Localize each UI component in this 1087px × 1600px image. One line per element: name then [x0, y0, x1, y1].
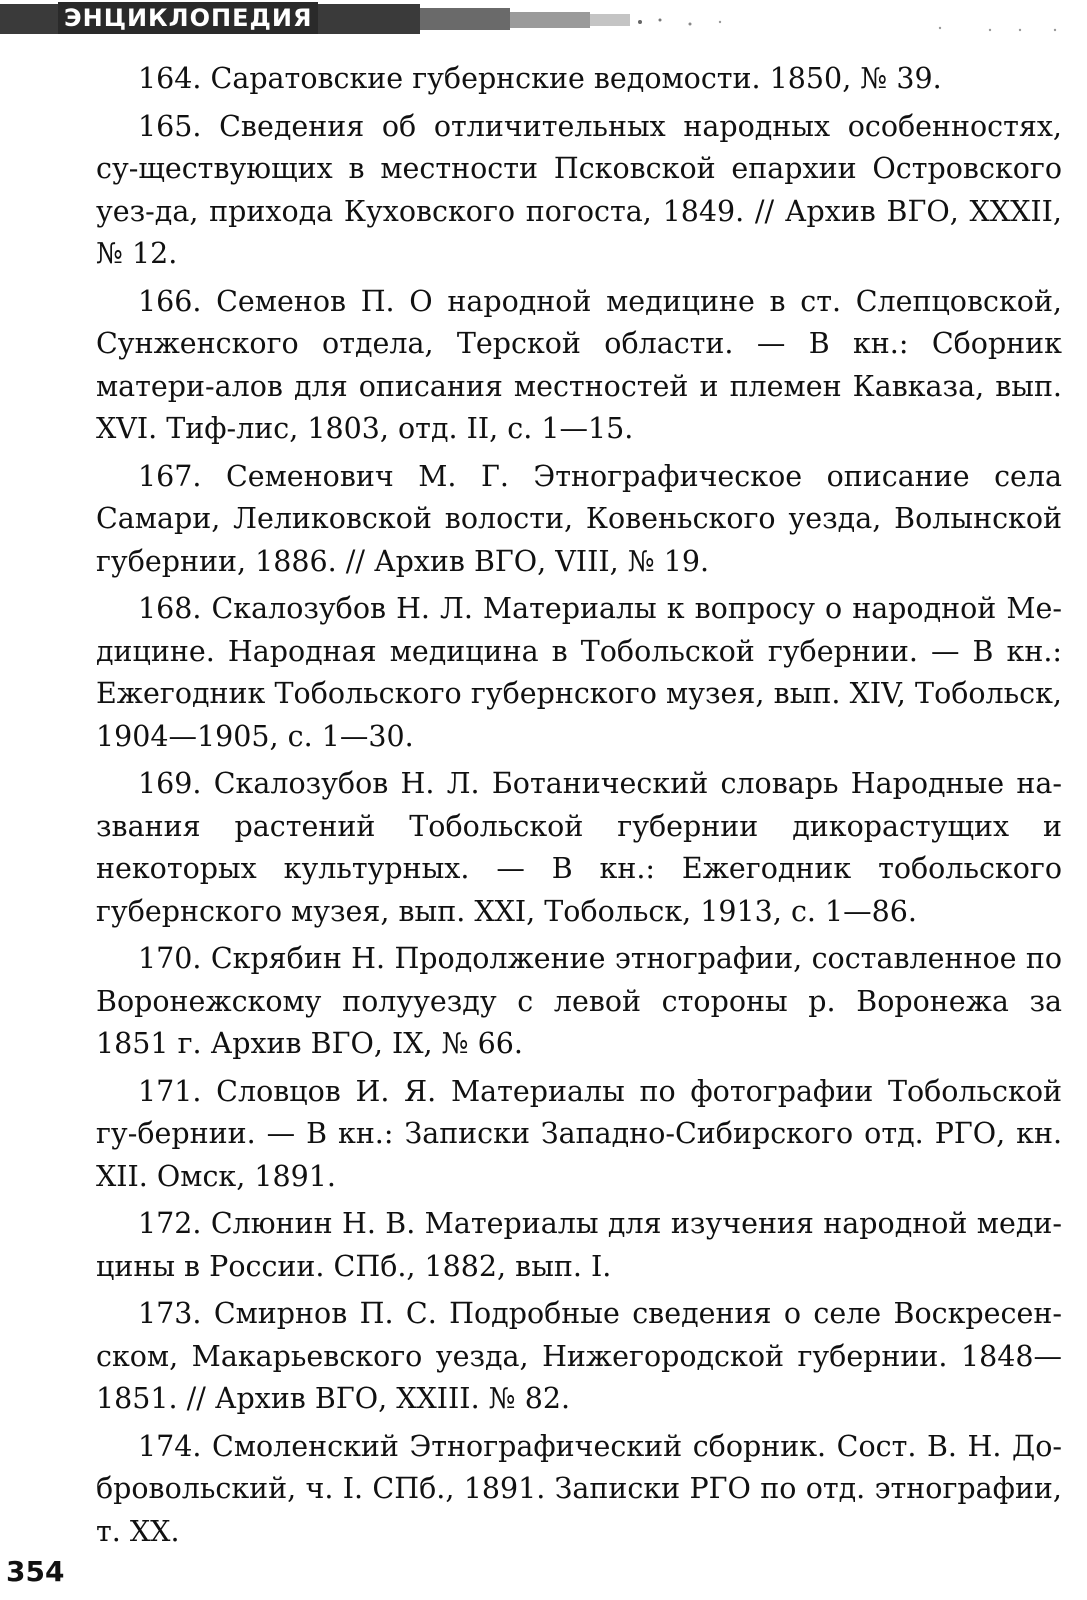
bibliography-entry-164: 164. Саратовские губернские ведомости. 1850, № 39. — [138, 62, 942, 95]
bibliography-list — [96, 58, 1062, 1558]
page-number: 354 — [6, 1555, 65, 1588]
header-logo: ЭНЦИКЛОПЕДИЯ — [58, 2, 318, 34]
bibliography-entry-165: 165. Сведения об отличительных народных особенностях, су-ществующих в местности Псковской епархии Островского уез-да, прихода Куховского погоста, 1849. // Архив ВГО, XXXII, № 12. — [96, 109, 1062, 270]
bibliography-entry-168: 168. Скалозубов Н. Л. Материалы к вопросу о народной Ме-дицине. Народная медицина в Тобольской губернии. — В кн.: Ежегодник Тобольского губернского музея, вып. XIV, Тобольск, 1904—1905, с. 1—30. — [96, 592, 1062, 753]
bibliography-entry-171: 171. Словцов И. Я. Материалы по фотографии Тобольской гу-бернии. — В кн.: Записки Западно-Сибирского отд. РГО, кн. XII. Омск, 1891. — [96, 1074, 1062, 1193]
bibliography-entry-172: 172. Слюнин Н. В. Материалы для изучения народной меди-цины в России. СПб., 1882, вып. I. — [96, 1207, 1062, 1283]
bibliography-entry-173: 173. Смирнов П. С. Подробные сведения о селе Воскресен-ском, Макарьевского уезда, Нижегородской губернии. 1848—1851. // Архив ВГО, XXIII. № 82. — [96, 1297, 1062, 1415]
bibliography-entry-174: 174. Смоленский Этнографический сборник. Сост. В. Н. До-бровольский, ч. I. СПб., 1891. Записки РГО по отд. этнографии, т. XX. — [96, 1429, 1062, 1548]
bibliography-entry-169: 169. Скалозубов Н. Л. Ботанический словарь Народные на-звания растений Тобольской губернии дикорастущих и некоторых культурных. — В кн.: Ежегодник тобольского губернского музея, вып. XXI, Тобольск, 1913, с. 1—86. — [96, 767, 1062, 928]
bibliography-entry-166: 166. Семенов П. О народной медицине в ст. Слепцовской, Сунженского отдела, Терской области. — В кн.: Сборник матери-алов для описания местностей и племен Кавказа, вып. XVI. Тиф-лис, 1803, отд. II, с. 1—15. — [96, 284, 1062, 445]
bibliography-entry-167: 167. Семенович М. Г. Этнографическое описание села Самари, Леликовской волости, Ковеньского уезда, Волынской губернии, 1886. // Архив ВГО, VIII, № 19. — [96, 459, 1062, 578]
bibliography-entry-170: 170. Скрябин Н. Продолжение этнографии, составленное по Воронежскому полууезду с левой стороны р. Воронежа за 1851 г. Архив ВГО, IX, № 66. — [96, 942, 1062, 1060]
running-header — [0, 0, 1087, 42]
